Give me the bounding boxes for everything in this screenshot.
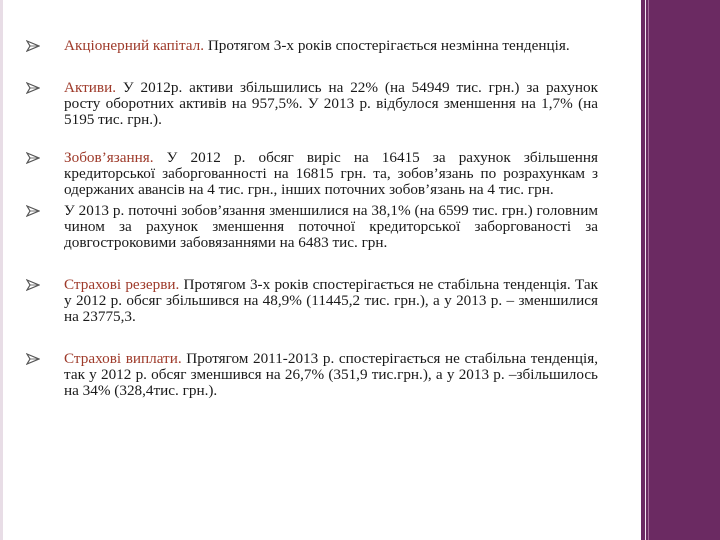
bullet-liabilities-2013	[26, 203, 598, 251]
bullet-heading: Акціонерний капітал.	[64, 37, 205, 54]
bullet-text: У 2013 р. поточні зобов’язання зменшилися на 38,1% (на 6599 тис. грн.) головним чином за рахунок зменшення поточної кредиторської заборгованості за довгостроковими забовязаннями на 6483 тис. грн.	[64, 202, 598, 251]
right-decorative-band	[641, 0, 720, 540]
bullet-liabilities	[26, 150, 598, 198]
bullet-marker-icon	[26, 279, 40, 291]
bullet-marker-icon	[26, 152, 40, 164]
bullet-heading: Страхові резерви.	[64, 276, 180, 293]
bullet-text: Протягом 3-х років спостерігається не стабільна тенденція. Так у 2012 р. обсяг збільшився на 48,9% (11445,2 тис. грн.), а у 2013 р. – зменшилися на 23775,3.	[64, 276, 598, 325]
bullet-heading: Зобов’язання.	[64, 149, 154, 166]
bullet-text: Протягом 2011-2013 р. спостерігається не стабільна тенденція, так у 2012 р. обсяг зменшився на 26,7% (351,9 тис.грн.), а у 2013 р. –збільшилось на 34% (328,4тис. грн.).	[64, 350, 598, 399]
slide-content	[26, 38, 598, 399]
bullet-marker-icon	[26, 353, 40, 365]
band-highlight-line	[645, 0, 646, 540]
bullet-heading: Страхові виплати.	[64, 350, 182, 367]
bullet-text: Протягом 3-х років спостерігається незмінна тенденція.	[204, 37, 570, 54]
left-edge-line	[0, 0, 3, 540]
bullet-marker-icon	[26, 40, 40, 52]
bullet-marker-icon	[26, 205, 40, 217]
bullet-text: У 2012 р. обсяг виріс на 16415 за рахунок збільшення кредиторської заборгованності на 16815 грн. та, зобов’язань по розрахункам з одержаних авансів на 4 тис. грн., інших поточних зобов’язань на 4 тис. грн.	[64, 149, 598, 198]
bullet-heading: Активи.	[64, 79, 117, 96]
bullet-marker-icon	[26, 82, 40, 94]
band-shade-line	[648, 0, 649, 540]
bullet-insurance-payments	[26, 351, 598, 399]
bullet-insurance-reserves	[26, 277, 598, 325]
bullet-text: У 2012р. активи збільшились на 22% (на 54949 тис. грн.) за рахунок росту оборотних активів на 957,5%. У 2013 р. відбулося зменшення на 1,7% (на 5195 тис. грн.).	[64, 79, 598, 128]
bullet-share-capital	[26, 38, 598, 54]
bullet-assets	[26, 80, 598, 128]
